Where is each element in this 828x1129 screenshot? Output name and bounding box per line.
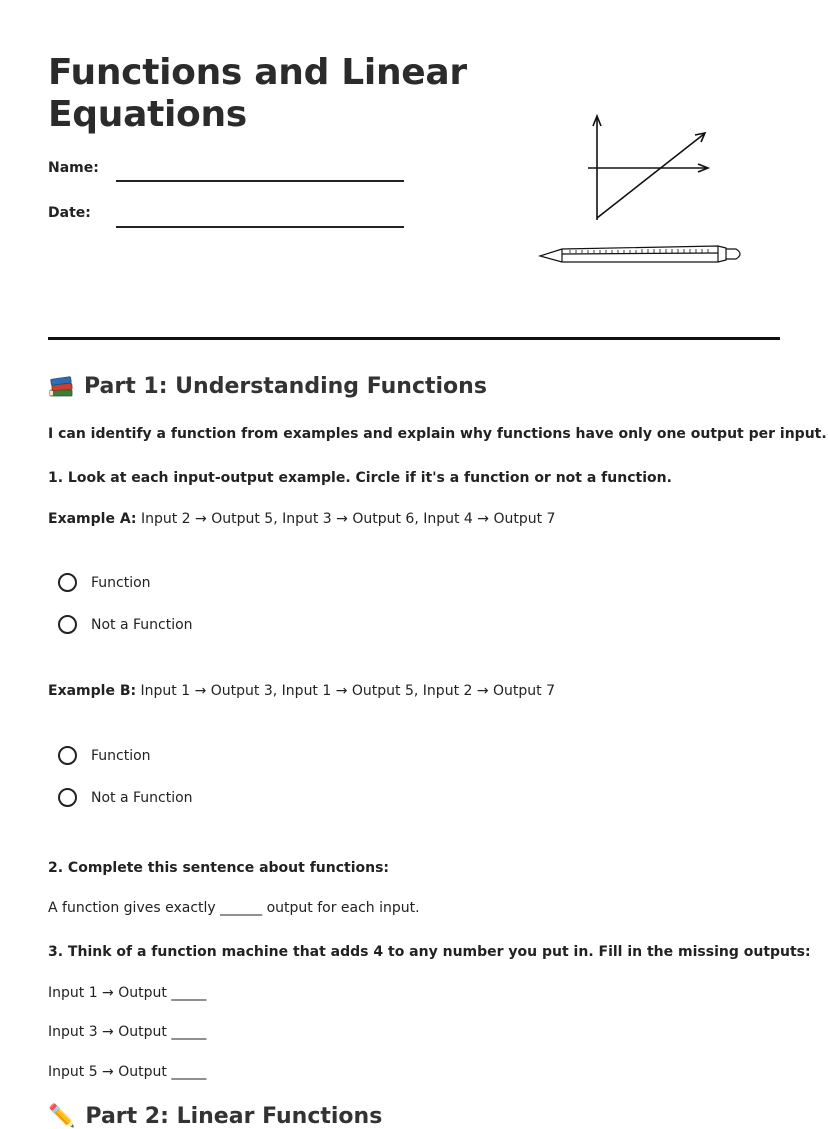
section-divider	[48, 337, 780, 340]
question-2-prompt: 2. Complete this sentence about functions:	[48, 860, 390, 876]
question-3-item: Input 5 → Output _____	[48, 1064, 207, 1080]
example-a-option-not-function[interactable]	[58, 615, 193, 634]
pencil-icon	[540, 246, 740, 262]
option-label: Function	[91, 574, 151, 591]
pencil-emoji-icon: ✏️	[48, 1104, 76, 1129]
learning-objective: I can identify a function from examples and explain why functions have only one output per input.	[48, 426, 827, 442]
part1-heading	[48, 374, 487, 399]
question-3-prompt: 3. Think of a function machine that adds 4 to any number you put in. Fill in the missing outputs:	[48, 944, 811, 960]
part2-heading	[48, 1104, 382, 1129]
name-label: Name:	[48, 160, 99, 176]
example-b-option-function[interactable]	[58, 746, 151, 765]
radio-circle-icon[interactable]	[58, 788, 77, 807]
radio-circle-icon[interactable]	[58, 746, 77, 765]
example-b-option-not-function[interactable]	[58, 788, 193, 807]
example-a-option-function[interactable]	[58, 573, 151, 592]
example-a	[48, 511, 555, 527]
part1-title: Part 1: Understanding Functions	[84, 374, 487, 399]
question-1-prompt: 1. Look at each input-output example. Circle if it's a function or not a function.	[48, 470, 672, 486]
example-b-text: Input 1 → Output 3, Input 1 → Output 5, Input 2 → Output 7	[140, 683, 556, 699]
option-label: Function	[91, 747, 151, 764]
part2-title: Part 2: Linear Functions	[85, 1104, 383, 1129]
radio-circle-icon[interactable]	[58, 615, 77, 634]
example-a-label: Example A:	[48, 511, 137, 527]
books-icon	[48, 375, 74, 399]
example-a-text: Input 2 → Output 5, Input 3 → Output 6, Input 4 → Output 7	[140, 511, 556, 527]
question-3-item: Input 3 → Output _____	[48, 1024, 207, 1040]
example-b	[48, 683, 555, 699]
date-label: Date:	[48, 205, 91, 221]
radio-circle-icon[interactable]	[58, 573, 77, 592]
question-3-item: Input 1 → Output _____	[48, 985, 207, 1001]
date-field-line[interactable]	[116, 226, 404, 228]
name-field-line[interactable]	[116, 180, 404, 182]
graph-icon	[588, 116, 708, 220]
option-label: Not a Function	[91, 616, 193, 633]
worksheet-title: Functions and Linear Equations	[48, 52, 467, 135]
example-b-label: Example B:	[48, 683, 137, 699]
question-2-sentence: A function gives exactly ______ output for each input.	[48, 900, 420, 916]
graph-and-pencil-illustration	[530, 108, 760, 268]
option-label: Not a Function	[91, 789, 193, 806]
